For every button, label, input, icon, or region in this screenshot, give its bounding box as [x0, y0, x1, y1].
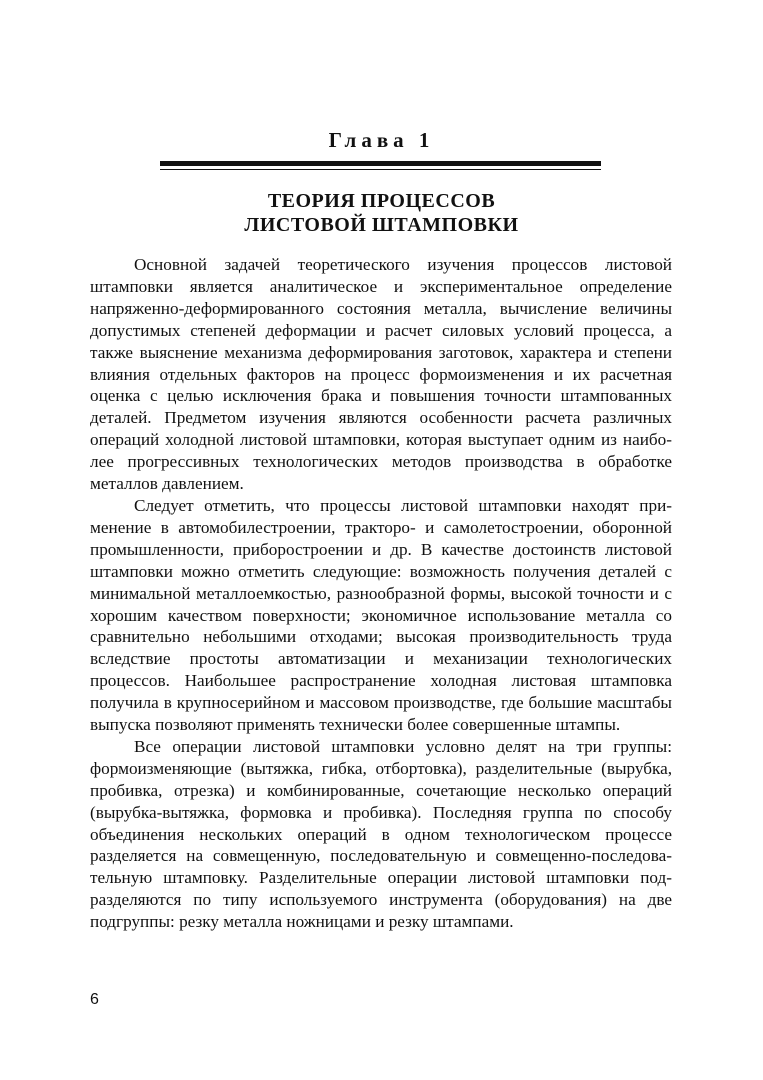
chapter-divider-thin: [160, 169, 601, 170]
page-number: 6: [90, 991, 99, 1008]
paragraph-2: Следует отметить, что процессы листовой штамповки находят применение в автомобилестроении, тракторо- и самолетостроении, оборонной промышленности, приборостроении и др. В качестве достоинств листовой штамповки можно отметить следующие: возможность получения деталей с минимальной металлоемкостью, разнообразной формы, высокой точности и с хорошим качеством поверхности; экономичное использование металла со сравнительно небольшими отходами; высокая производительность труда вследствие простоты автоматизации и механизации технологических процессов. Наибольшее распространение холодная листовая штамповка получила в крупносерийном и массовом производстве, где большие масштабы выпуска позволяют применять технически более совершенные штампы.: [90, 495, 672, 735]
body-text: [90, 254, 672, 933]
chapter-divider-thick: [160, 161, 601, 166]
chapter-title: [0, 189, 763, 237]
chapter-title-line-2: ЛИСТОВОЙ ШТАМПОВКИ: [244, 214, 519, 236]
paragraph-1: Основной задачей теоретического изучения процессов листовой штамповки является аналитическое и экспериментальное определение напряженно-деформированного состояния металла, вычисление величины допустимых степеней деформации и расчет силовых условий процесса, а также выяснение механизма деформирования заготовок, характера и степени влияния отдельных факторов на процесс формоизменения и их расчетная оценка с целью исключения брака и повышения точности штампованных деталей. Предметом изучения являются особенности расчета различных операций холодной листовой штамповки, которая выступает одним из наиболее прогрессивных технологических методов производства в обработке металлов давлением.: [90, 255, 672, 494]
paragraph-3: Все операции листовой штамповки условно делят на три группы: формоизменяющие (вытяжка, гибка, отбортовка), разделительные (вырубка, пробивка, отрезка) и комбинированные, сочетающие несколько операций (вырубка-вытяжка, формовка и пробивка). Последняя группа по способу объединения нескольких операций в одном технологическом процессе разделяется на совмещенную, последовательную и совмещенно-последовательную штамповку. Разделительные операции листовой штамповки подразделяются по типу используемого инструмента (оборудования) на две подгруппы: резку металла ножницами и резку штампами.: [90, 736, 672, 932]
chapter-title-line-1: ТЕОРИЯ ПРОЦЕССОВ: [267, 190, 496, 212]
chapter-label: Глава 1: [328, 128, 435, 152]
